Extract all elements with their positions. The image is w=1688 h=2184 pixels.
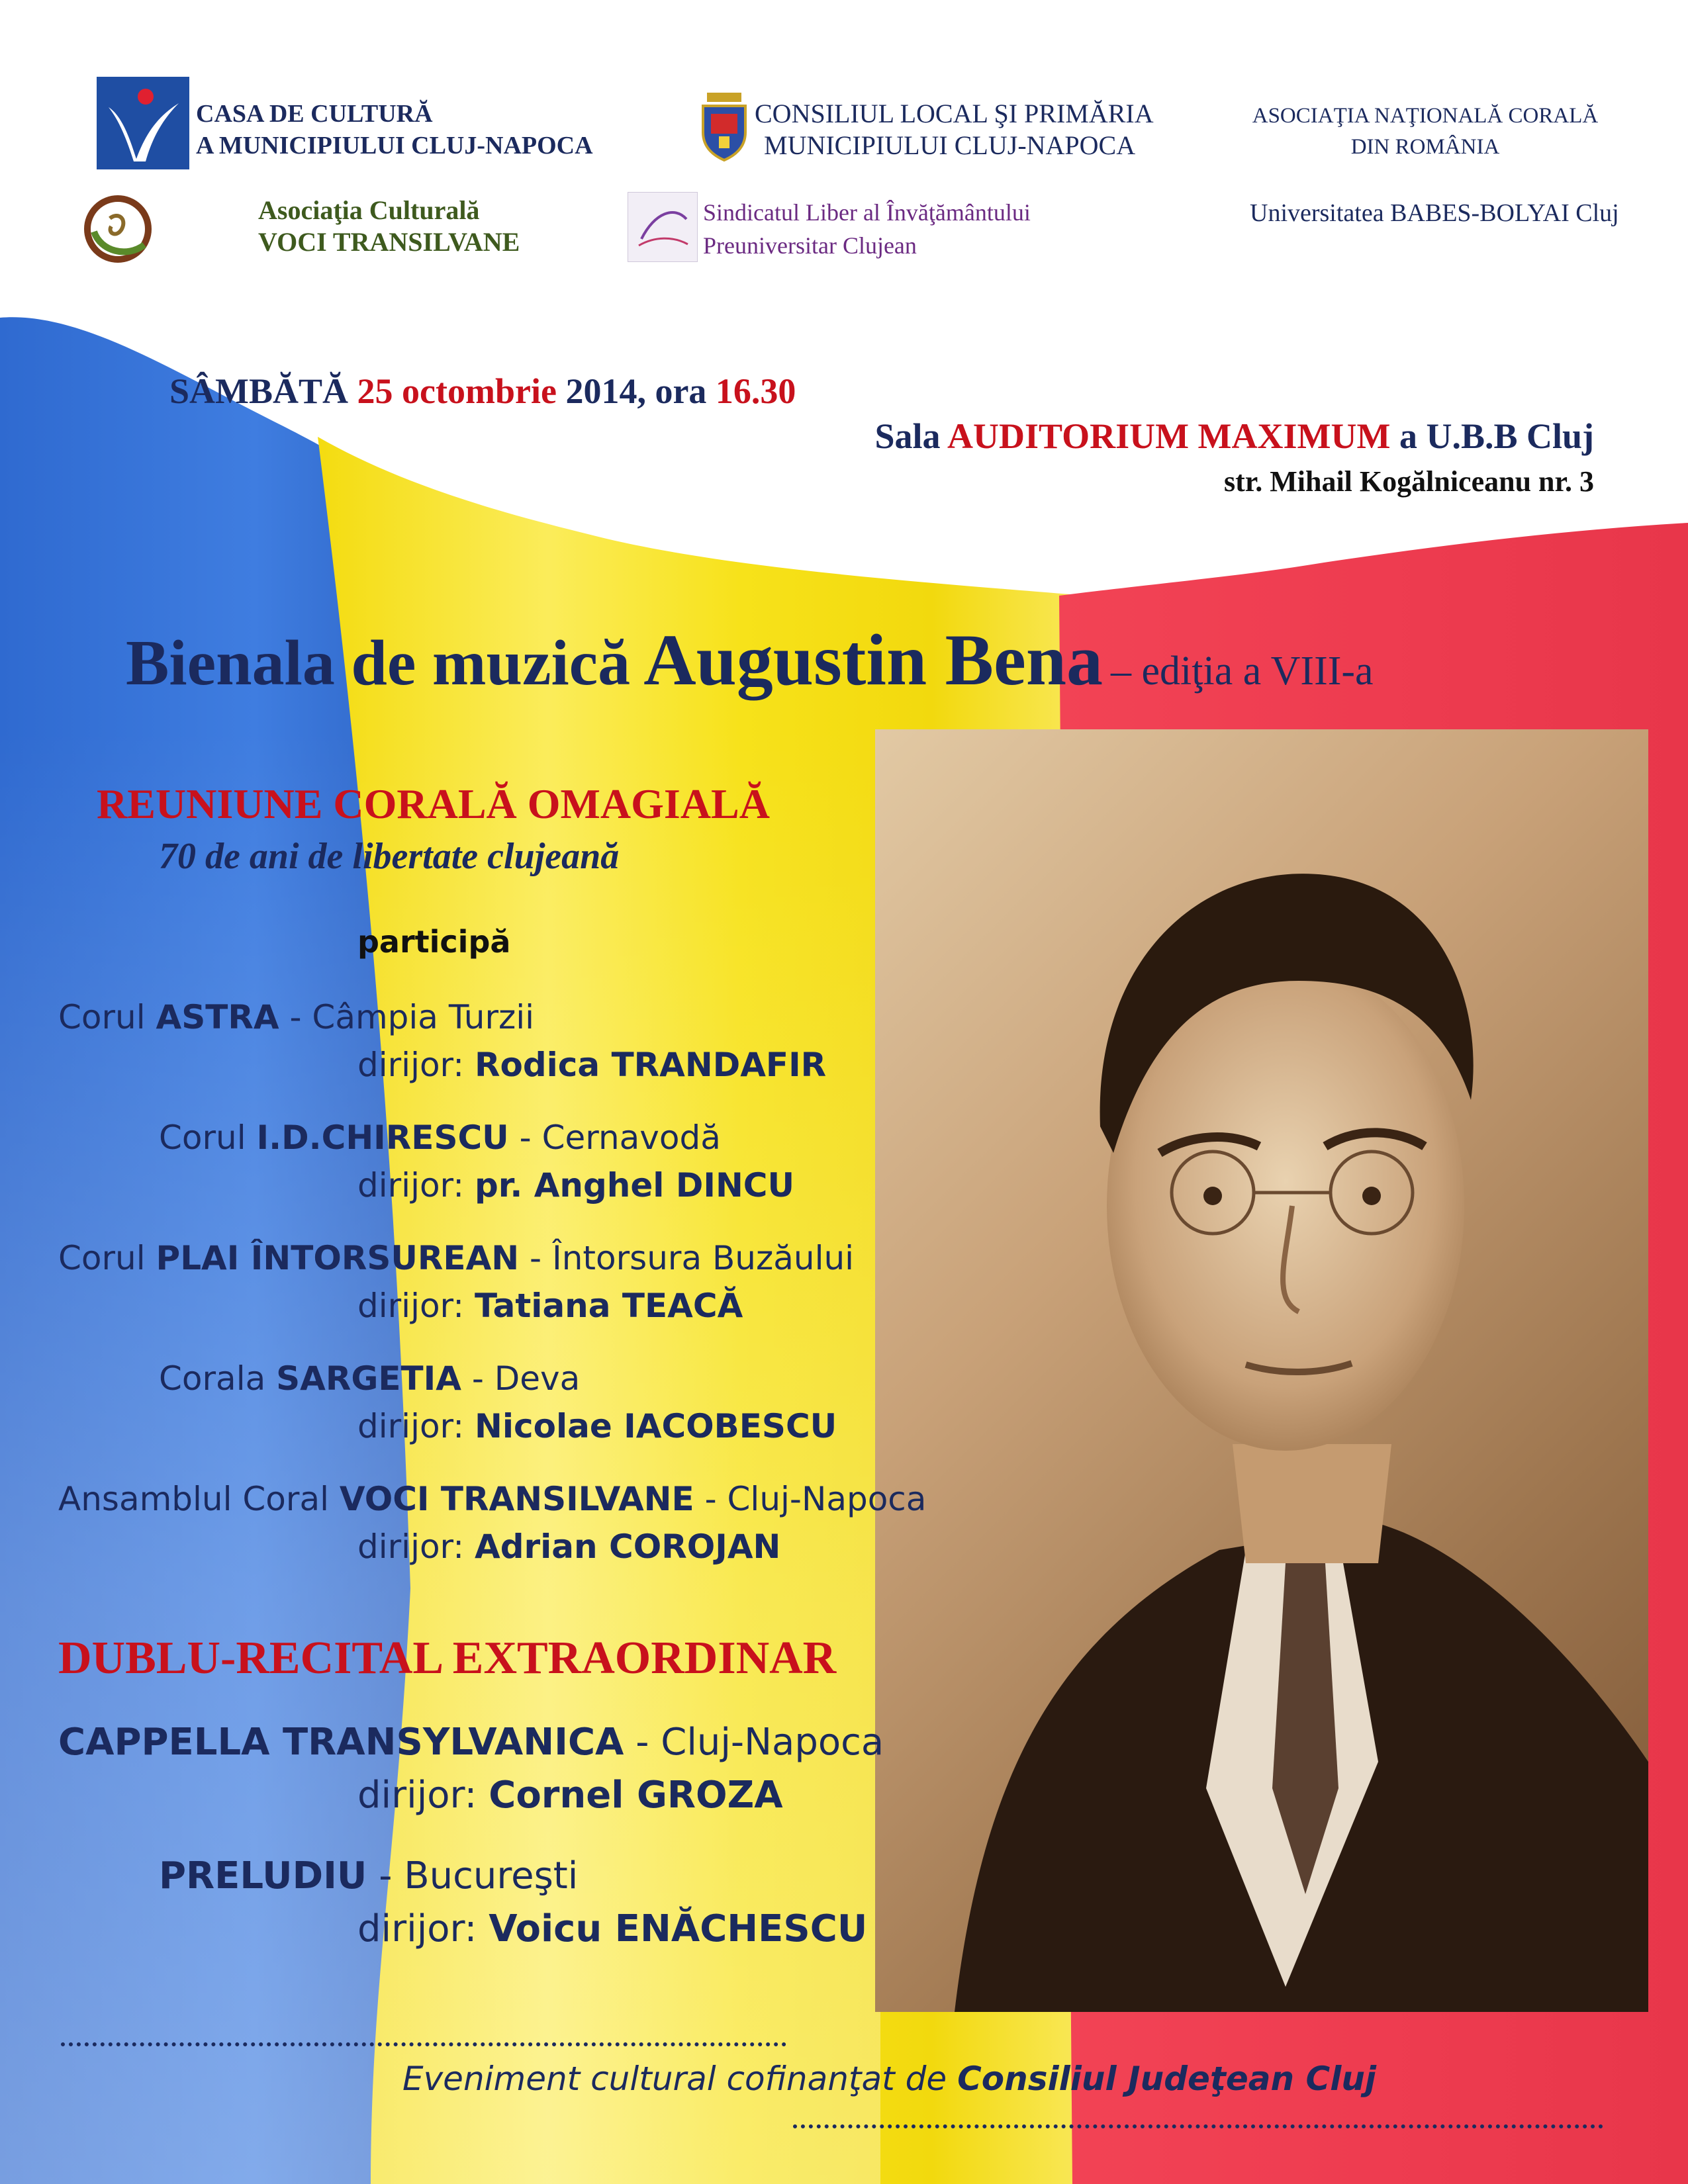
sindicatul-line2: Preuniversitar Clujean	[703, 232, 917, 259]
choir-place: - Câmpia Turzii	[289, 998, 535, 1036]
choir-name: ASTRA	[156, 998, 279, 1036]
voci-transilvane-logo	[81, 192, 254, 266]
conductor-name: Nicolae IACOBESCU	[475, 1407, 837, 1445]
choir-name-line	[159, 1118, 721, 1157]
recital-conductor-line	[357, 1907, 867, 1950]
recital-heading: DUBLU-RECITAL EXTRAORDINAR	[58, 1633, 837, 1684]
choir-prefix: Corul	[58, 998, 146, 1036]
choir-conductor-line	[357, 1046, 826, 1084]
conductor-name: Voicu ENĂCHESCU	[489, 1907, 868, 1950]
conductor-name: Tatiana TEACĂ	[475, 1287, 743, 1325]
choir-conductor-line	[357, 1407, 837, 1445]
consiliul-local-line2: MUNICIPIULUI CLUJ-NAPOCA	[764, 130, 1136, 160]
conductor-name: Cornel GROZA	[489, 1774, 783, 1817]
asociatia-corala-line2: DIN ROMÂNIA	[1350, 135, 1500, 159]
event-venue-line	[874, 416, 1594, 457]
event-day: SÂMBĂTĂ	[169, 371, 349, 411]
conductor-label: dirijor:	[357, 1907, 477, 1950]
choir-name: I.D.CHIRESCU	[256, 1118, 509, 1157]
conductor-label: dirijor:	[357, 1287, 465, 1325]
choir-prefix: Corala	[159, 1359, 266, 1398]
title-name: Augustin Bena	[643, 619, 1103, 700]
choir-prefix: Corul	[159, 1118, 246, 1157]
recital-conductor-line	[357, 1774, 783, 1817]
conductor-name: Adrian COROJAN	[475, 1527, 781, 1566]
event-time-label: , ora	[637, 371, 707, 411]
slipc-logo	[628, 192, 698, 262]
footer-divider-right	[793, 2124, 1603, 2128]
choir-place: - Deva	[471, 1359, 581, 1398]
conductor-label: dirijor:	[357, 1774, 477, 1817]
event-date-line	[169, 371, 796, 412]
choir-name-line	[58, 998, 534, 1036]
title-main: Bienala de muzică	[126, 627, 631, 699]
participa-label: participă	[357, 924, 511, 960]
footer-line	[402, 2060, 1376, 2098]
recital-group-line	[58, 1721, 884, 1764]
recital-group-place: - Bucureşti	[379, 1854, 579, 1897]
footer-text: Eveniment cultural cofinanţat de	[402, 2060, 947, 2098]
venue-prefix: Sala	[874, 416, 941, 456]
voci-transilvane-line1: Asociaţia Culturală	[258, 195, 480, 225]
conductor-label: dirijor:	[357, 1046, 465, 1084]
event-time: 16.30	[715, 371, 796, 411]
choir-place: - Întorsura Buzăului	[530, 1239, 855, 1277]
voci-transilvane-line2: VOCI TRANSILVANE	[258, 227, 520, 257]
choir-prefix: Corul	[58, 1239, 146, 1277]
footer-divider-left	[61, 2042, 786, 2046]
reunion-subtitle: 70 de ani de libertate clujeană	[159, 836, 620, 877]
conductor-name: pr. Anghel DINCU	[475, 1166, 795, 1205]
choir-name: SARGETIA	[276, 1359, 461, 1398]
conductor-label: dirijor:	[357, 1527, 465, 1566]
choir-conductor-line	[357, 1527, 780, 1566]
augustin-bena-portrait	[875, 729, 1648, 2012]
conductor-label: dirijor:	[357, 1407, 465, 1445]
choir-name-line	[58, 1480, 926, 1518]
venue-suffix: a U.B.B Cluj	[1399, 416, 1594, 456]
choir-place: - Cluj-Napoca	[704, 1480, 927, 1518]
event-address: str. Mihail Kogălniceanu nr. 3	[1223, 465, 1594, 498]
choir-place: - Cernavodă	[519, 1118, 721, 1157]
event-date: 25 octombrie	[357, 371, 557, 411]
reunion-heading: REUNIUNE CORALĂ OMAGIALĂ	[97, 780, 770, 827]
ubb-label: Universitatea BABES-BOLYAI Cluj	[1250, 199, 1619, 227]
recital-group-line	[159, 1854, 578, 1897]
casa-culturii-line2: A MUNICIPIULUI CLUJ-NAPOCA	[196, 132, 593, 159]
casa-culturii-logo	[97, 77, 189, 169]
footer-sponsor: Consiliul Judeţean Cluj	[957, 2060, 1377, 2098]
casa-culturii-line1: CASA DE CULTURĂ	[196, 100, 433, 128]
venue-name: AUDITORIUM MAXIMUM	[947, 416, 1391, 456]
recital-group-name: PRELUDIU	[159, 1854, 367, 1897]
choir-name: PLAI ÎNTORSUREAN	[156, 1239, 520, 1277]
sindicatul-line1: Sindicatul Liber al Învăţământului	[703, 199, 1031, 226]
recital-group-place: - Cluj-Napoca	[635, 1721, 884, 1764]
choir-conductor-line	[357, 1287, 743, 1325]
page-title	[126, 618, 1374, 702]
title-edition: – ediţia a VIII-a	[1111, 649, 1374, 694]
conductor-name: Rodica TRANDAFIR	[475, 1046, 827, 1084]
recital-group-name: CAPPELLA TRANSYLVANICA	[58, 1721, 624, 1764]
choir-name-line	[159, 1359, 580, 1398]
choir-conductor-line	[357, 1166, 794, 1205]
conductor-label: dirijor:	[357, 1166, 465, 1205]
choir-prefix: Ansamblul Coral	[58, 1480, 329, 1518]
choir-name: VOCI TRANSILVANE	[339, 1480, 694, 1518]
choir-name-line	[58, 1239, 854, 1277]
primaria-seal-icon	[696, 90, 752, 163]
consiliul-local-line1: CONSILIUL LOCAL ŞI PRIMĂRIA	[755, 99, 1154, 128]
event-year: 2014	[565, 371, 637, 411]
asociatia-corala-line1: ASOCIAŢIA NAŢIONALĂ CORALĂ	[1252, 104, 1599, 128]
